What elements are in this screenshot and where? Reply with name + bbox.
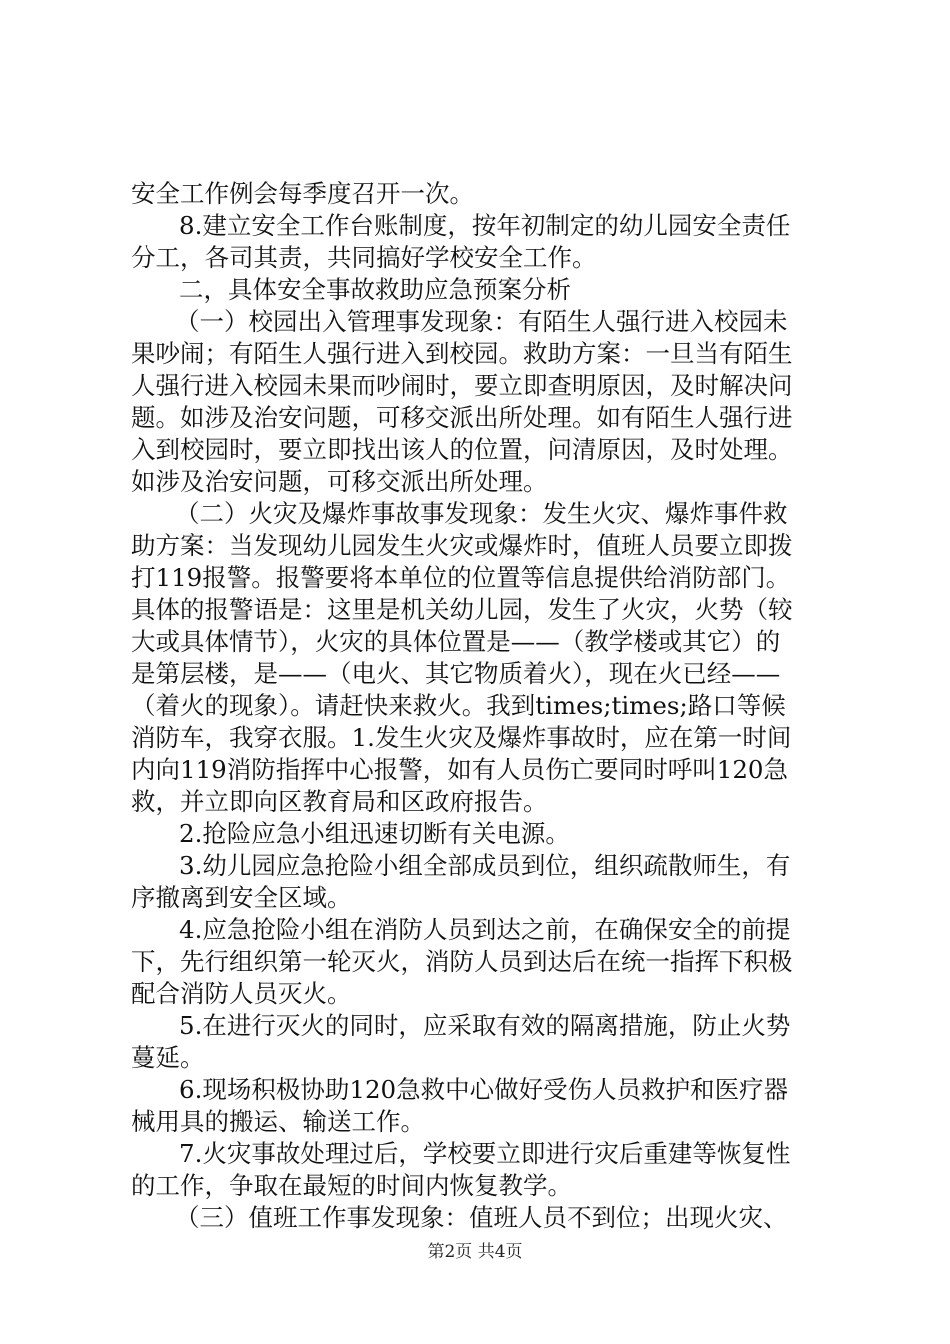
line-text: （一）校园出入管理事发现象：有陌生人强行进入校园未 <box>175 307 788 336</box>
line-text: 具体的报警语是：这里是机关幼儿园，发生了火灾，火势（较 <box>131 595 793 624</box>
line-text: （二）火灾及爆炸事故事发现象：发生火灾、爆炸事件救 <box>175 499 788 528</box>
text-line <box>0 784 950 820</box>
line-text: 的工作，争取在最短的时间内恢复教学。 <box>131 1171 572 1200</box>
line-text: 入到校园时，要立即找出该人的位置，问清原因，及时处理。 <box>131 435 793 464</box>
text-line <box>0 464 950 500</box>
line-text: 是第层楼，是——（电火、其它物质着火），现在火已经—— <box>131 659 781 688</box>
text-line <box>0 1104 950 1140</box>
line-text: 2.抢险应急小组迅速切断有关电源。 <box>179 819 570 848</box>
text-line <box>0 880 950 916</box>
text-line <box>0 560 950 596</box>
text-line <box>0 624 950 660</box>
text-line <box>0 592 950 628</box>
text-line <box>0 720 950 756</box>
line-text: 救，并立即向区教育局和区政府报告。 <box>131 787 548 816</box>
text-line <box>0 656 950 692</box>
line-text: 8.建立安全工作台账制度，按年初制定的幼儿园安全责任 <box>179 211 791 240</box>
text-line <box>0 1136 950 1172</box>
line-text: （三）值班工作事发现象：值班人员不到位；出现火灾、 <box>175 1203 788 1232</box>
line-text: 二，具体安全事故救助应急预案分析 <box>179 275 571 304</box>
text-line <box>0 208 950 244</box>
line-text: 序撤离到安全区域。 <box>131 883 352 912</box>
line-text: 内向119消防指挥中心报警，如有人员伤亡要同时呼叫120急 <box>131 755 789 784</box>
text-line <box>0 1200 950 1236</box>
text-line <box>0 752 950 788</box>
text-line <box>0 1072 950 1108</box>
text-line <box>0 368 950 404</box>
text-line <box>0 976 950 1012</box>
line-text: 5.在进行灭火的同时，应采取有效的隔离措施，防止火势 <box>179 1011 791 1040</box>
text-line <box>0 496 950 532</box>
line-text: 安全工作例会每季度召开一次。 <box>131 179 474 208</box>
page-number: 第2页 共4页 <box>427 1242 523 1262</box>
line-text: 4.应急抢险小组在消防人员到达之前，在确保安全的前提 <box>179 915 791 944</box>
text-line <box>0 816 950 852</box>
line-text: 分工，各司其责，共同搞好学校安全工作。 <box>131 243 597 272</box>
line-text: 7.火灾事故处理过后，学校要立即进行灾后重建等恢复性 <box>179 1139 791 1168</box>
line-text: 果吵闹；有陌生人强行进入到校园。救助方案：一旦当有陌生 <box>131 339 793 368</box>
line-text: 消防车，我穿衣服。1.发生火灾及爆炸事故时，应在第一时间 <box>131 723 792 752</box>
line-text: 题。如涉及治安问题，可移交派出所处理。如有陌生人强行进 <box>131 403 793 432</box>
text-line <box>0 944 950 980</box>
text-line <box>0 688 950 724</box>
line-text: 人强行进入校园未果而吵闹时，要立即查明原因，及时解决问 <box>131 371 793 400</box>
text-line <box>0 1040 950 1076</box>
text-line <box>0 1168 950 1204</box>
line-text: 打119报警。报警要将本单位的位置等信息提供给消防部门。 <box>131 563 791 592</box>
text-line <box>0 848 950 884</box>
line-text: 蔓延。 <box>131 1043 205 1072</box>
text-line <box>0 400 950 436</box>
line-text: 械用具的搬运、输送工作。 <box>131 1107 425 1136</box>
text-line <box>0 272 950 308</box>
line-text: 助方案：当发现幼儿园发生火灾或爆炸时，值班人员要立即拨 <box>131 531 793 560</box>
text-line <box>0 528 950 564</box>
text-line <box>0 240 950 276</box>
page-footer <box>0 1240 950 1264</box>
text-line <box>0 176 950 212</box>
line-text: （着火的现象）。请赶快来救火。我到times;times;路口等候 <box>131 691 786 720</box>
text-line <box>0 304 950 340</box>
text-line <box>0 336 950 372</box>
line-text: 配合消防人员灭火。 <box>131 979 352 1008</box>
text-line <box>0 1008 950 1044</box>
line-text: 3.幼儿园应急抢险小组全部成员到位，组织疏散师生，有 <box>179 851 791 880</box>
line-text: 大或具体情节），火灾的具体位置是——（教学楼或其它）的 <box>131 627 781 656</box>
line-text: 6.现场积极协助120急救中心做好受伤人员救护和医疗器 <box>179 1075 789 1104</box>
line-text: 如涉及治安问题，可移交派出所处理。 <box>131 467 548 496</box>
text-line <box>0 912 950 948</box>
line-text: 下，先行组织第一轮灭火，消防人员到达后在统一指挥下积极 <box>131 947 793 976</box>
text-line <box>0 432 950 468</box>
